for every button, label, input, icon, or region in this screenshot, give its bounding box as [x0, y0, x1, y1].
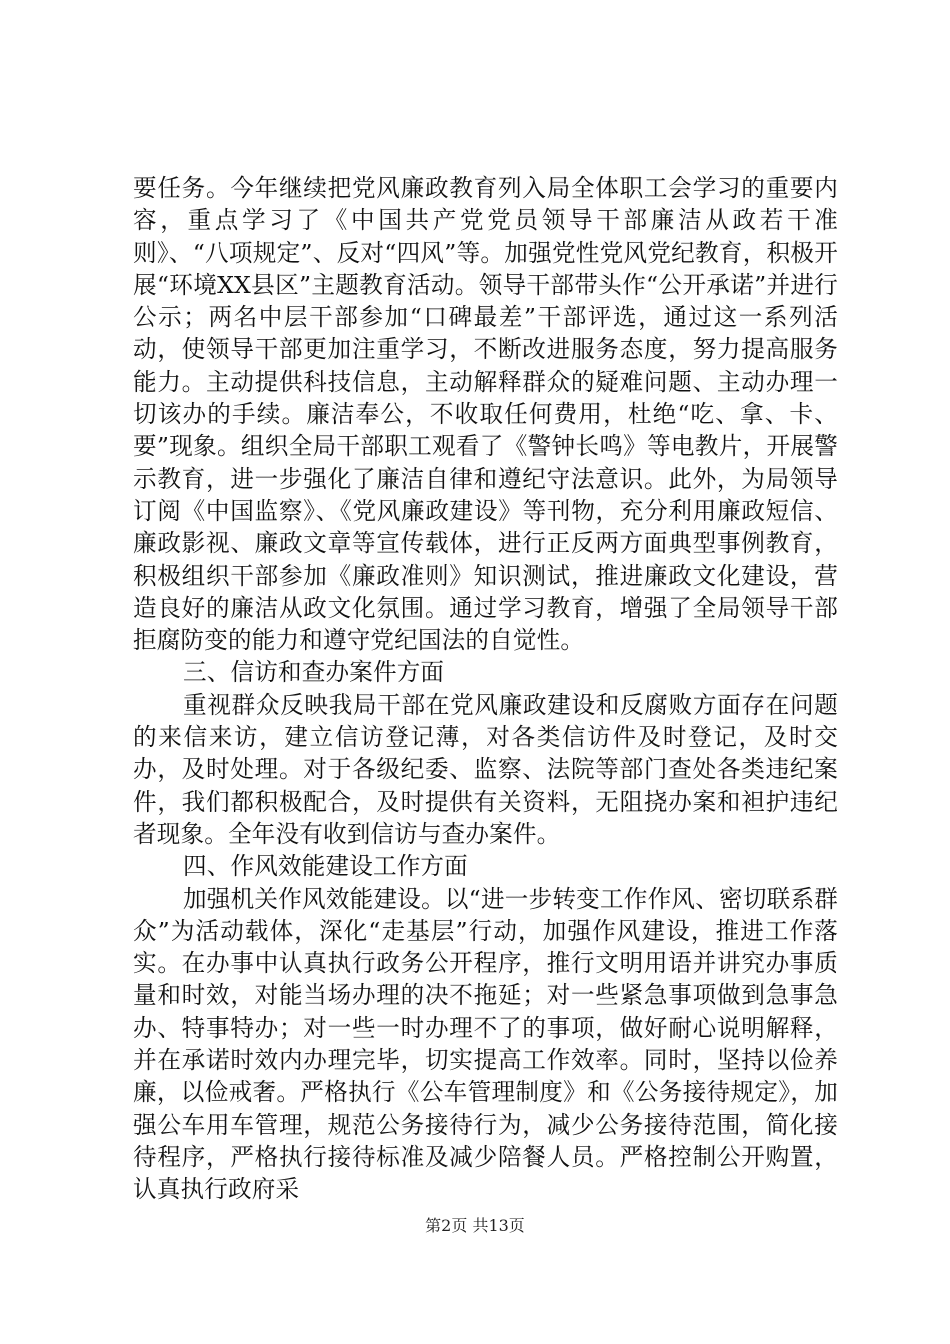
paragraph-petitions: 重视群众反映我局干部在党风廉政建设和反腐败方面存在问题的来信来访，建立信访登记薄，对各类信访件及时登记，及时交办，及时处理。对于各级纪委、监察、法院等部门查处各类违纪案件，我们都积极配合，及时提供有关资料，无阻挠办案和袒护违纪者现象。全年没有收到信访与查办案件。 [133, 690, 838, 848]
page-footer [0, 1216, 950, 1236]
section-heading-work-style: 四、作风效能建设工作方面 [183, 852, 468, 881]
section-heading-petitions: 三、信访和查办案件方面 [183, 658, 445, 687]
paragraph-work-style: 加强机关作风效能建设。以“进一步转变工作作风、密切联系群众”为活动载体，深化“走基层”行动，加强作风建设，推进工作落实。在办事中认真执行政务公开程序，推行文明用语并讲究办事质量和时效，对能当场办理的决不拖延；对一些紧急事项做到急事急办、特事特办；对一些一时办理不了的事项，做好耐心说明解释，并在承诺时效内办理完毕，切实提高工作效率。同时，坚持以俭养廉，以俭戒奢。严格执行《公车管理制度》和《公务接待规定》，加强公车用车管理，规范公务接待行为，减少公务接待范围，简化接待程序，严格执行接待标准及减少陪餐人员。严格控制公开购置，认真执行政府采 [133, 884, 838, 1204]
page-number: 第2页 共13页 [425, 1216, 525, 1235]
paragraph-party-education: 要任务。今年继续把党风廉政教育列入局全体职工会学习的重要内容，重点学习了《中国共产党党员领导干部廉洁从政若干准则》、“八项规定”、反对“四风”等。加强党性党风党纪教育，积极开展“环境XX县区”主题教育活动。领导干部带头作“公开承诺”并进行公示；两名中层干部参加“口碑最差”干部评选，通过这一系列活动，使领导干部更加注重学习，不断改进服务态度，努力提高服务能力。主动提供科技信息，主动解释群众的疑难问题、主动办理一切该办的手续。廉洁奉公，不收取任何费用，杜绝“吃、拿、卡、要”现象。组织全局干部职工观看了《警钟长鸣》等电教片，开展警示教育，进一步强化了廉洁自律和遵纪守法意识。此外，为局领导订阅《中国监察》、《党风廉政建设》等刊物，充分利用廉政短信、廉政影视、廉政文章等宣传载体，进行正反两方面典型事例教育，积极组织干部参加《廉政准则》知识测试，推进廉政文化建设，营造良好的廉洁从政文化氛围。通过学习教育，增强了全局领导干部拒腐防变的能力和遵守党纪国法的自觉性。 [133, 174, 838, 655]
document-body [133, 172, 838, 1206]
